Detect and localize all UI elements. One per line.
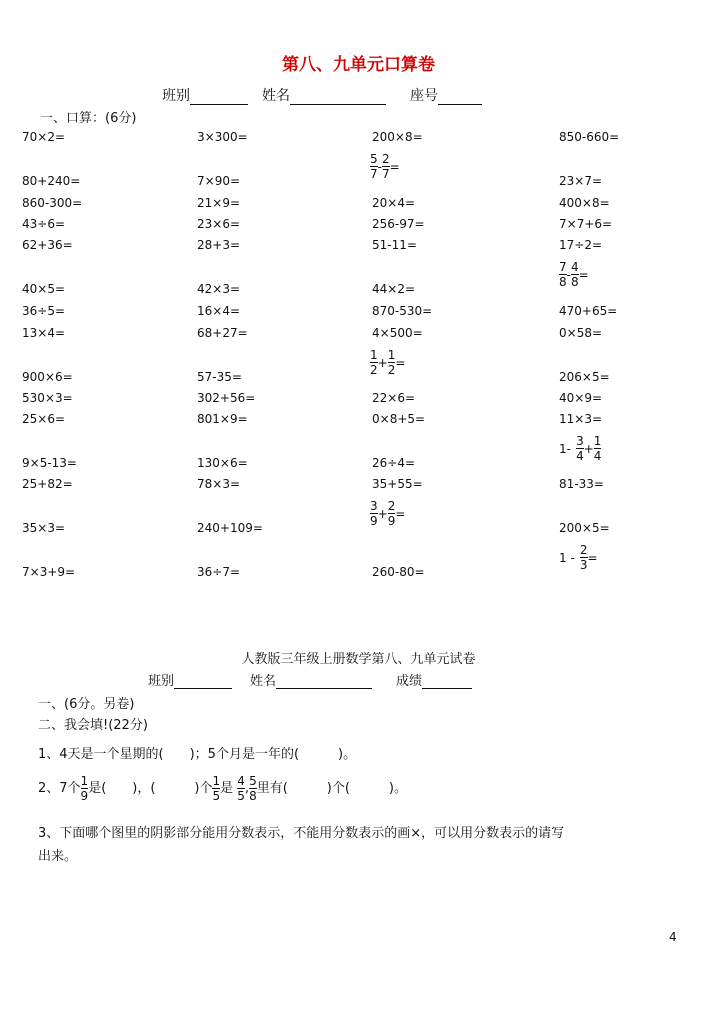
calc-item: 870-530=: [372, 304, 433, 318]
calc-item: 200×8=: [372, 130, 423, 144]
calc-item: 68+27=: [197, 326, 248, 340]
fraction: $\frac{1}{2}$: [387, 348, 396, 377]
section-oral-calc-heading: 一、口算：(6分): [40, 111, 137, 126]
calc-item: 206×5=: [559, 370, 610, 384]
exam-class-blank[interactable]: [174, 674, 232, 689]
calc-item: 78×3=: [197, 477, 241, 491]
calc-item: 4×500=: [372, 326, 423, 340]
calc-item: 13×4=: [22, 326, 66, 340]
calc-item: 11×3=: [559, 412, 603, 426]
calc-item: 81-33=: [559, 477, 604, 491]
fraction-expression: $\frac{7}{8}$ - $\frac{4}{8}$ =: [559, 260, 589, 289]
fraction-expression: $\frac{5}{7}$ - $\frac{2}{7}$ =: [370, 152, 400, 181]
fraction: $\frac{7}{8}$: [559, 260, 567, 289]
calc-item: 25+82=: [22, 477, 73, 491]
calc-item: 42×3=: [197, 282, 241, 296]
calc-item: 35×3=: [22, 521, 66, 535]
class-blank[interactable]: [190, 90, 248, 105]
calc-item: 7×90=: [197, 174, 241, 188]
calc-item: 801×9=: [197, 412, 248, 426]
calc-item: 35+55=: [372, 477, 423, 491]
calc-item: 62+36=: [22, 238, 73, 252]
fraction: $\frac{1}{4}$: [593, 434, 602, 463]
exam-part1-heading: 一、(6分。另卷): [38, 697, 135, 712]
fraction-expression: 1- $\frac{3}{4}$ + $\frac{1}{4}$: [559, 434, 602, 463]
fraction: $\frac{1}{2}$: [370, 348, 378, 377]
calc-item: 80+240=: [22, 174, 81, 188]
fraction: $\frac{5}{7}$: [370, 152, 378, 181]
name-blank[interactable]: [290, 90, 386, 105]
fraction-expression: $\frac{3}{9}$ + $\frac{2}{9}$ =: [370, 499, 406, 528]
calc-item: 7×7+6=: [559, 217, 613, 231]
exam-part2-heading: 二、我会填!(22分): [38, 718, 148, 733]
calc-item: 530×3=: [22, 391, 73, 405]
calc-item: 23×7=: [559, 174, 603, 188]
calc-item: 302+56=: [197, 391, 256, 405]
calc-item: 36÷5=: [22, 304, 66, 318]
seat-label: 座号: [410, 88, 438, 104]
calc-item: 9×5-13=: [22, 456, 77, 470]
question-3-line-1: 3、下面哪个图里的阴影部分能用分数表示，不能用分数表示的画×，可以用分数表示的请写: [38, 826, 565, 841]
question-3-line-2: 出来。: [38, 849, 78, 864]
calc-item: 40×9=: [559, 391, 603, 405]
fraction-expression: 1 - $\frac{2}{3}$ =: [559, 543, 598, 572]
exam-name-field: 姓名: [250, 670, 372, 689]
fraction: $\frac{3}{4}$: [576, 434, 584, 463]
fraction: $\frac{4}{5}$: [237, 774, 245, 803]
calc-item: 0×8+5=: [372, 412, 426, 426]
calc-item: 51-11=: [372, 238, 417, 252]
calc-item: 860-300=: [22, 196, 83, 210]
class-field: [162, 85, 248, 105]
exam-title: 人教版三年级上册数学第八、九单元试卷: [241, 652, 476, 667]
fraction: $\frac{3}{9}$: [370, 499, 378, 528]
calc-item: 16×4=: [197, 304, 241, 318]
fraction-expression: $\frac{1}{2}$ + $\frac{1}{2}$ =: [370, 348, 406, 377]
seat-blank[interactable]: [438, 90, 482, 105]
calc-item: 43÷6=: [22, 217, 66, 231]
seat-field: [410, 85, 482, 105]
name-field: [262, 85, 386, 105]
fraction: $\frac{1}{9}$: [80, 774, 89, 803]
calc-item: 70×2=: [22, 130, 66, 144]
calc-item: 28+3=: [197, 238, 241, 252]
calc-item: 3×300=: [197, 130, 248, 144]
exam-name-blank[interactable]: [276, 674, 372, 689]
calc-item: 26÷4=: [372, 456, 416, 470]
calc-item: 40×5=: [22, 282, 66, 296]
calc-item: 22×6=: [372, 391, 416, 405]
calc-item: 20×4=: [372, 196, 416, 210]
calc-item: 25×6=: [22, 412, 66, 426]
exam-class-field: 班别: [148, 670, 232, 689]
exam-score-blank[interactable]: [422, 674, 472, 689]
fraction: $\frac{2}{7}$: [381, 152, 390, 181]
calc-item: 470+65=: [559, 304, 618, 318]
page-title: 第八、九单元口算卷: [282, 55, 435, 75]
fraction: $\frac{4}{8}$: [570, 260, 579, 289]
calc-item: 36÷7=: [197, 565, 241, 579]
calc-item: 57-35=: [197, 370, 242, 384]
calc-item: 850-660=: [559, 130, 620, 144]
calc-item: 0×58=: [559, 326, 603, 340]
calc-item: 240+109=: [197, 521, 263, 535]
calc-item: 130×6=: [197, 456, 248, 470]
calc-item: 44×2=: [372, 282, 416, 296]
calc-item: 400×8=: [559, 196, 610, 210]
calc-item: 256-97=: [372, 217, 425, 231]
question-1: 1、4天是一个星期的( )；5个月是一年的( )。: [38, 747, 357, 762]
calc-item: 260-80=: [372, 565, 425, 579]
name-label: 姓名: [262, 88, 290, 104]
page-number: 4: [669, 930, 677, 944]
fraction: $\frac{2}{3}$: [579, 543, 588, 572]
calc-item: 200×5=: [559, 521, 610, 535]
calc-item: 7×3+9=: [22, 565, 76, 579]
calc-item: 21×9=: [197, 196, 241, 210]
calc-item: 23×6=: [197, 217, 241, 231]
exam-score-field: 成绩: [396, 670, 472, 689]
calc-item: 900×6=: [22, 370, 73, 384]
fraction: $\frac{1}{5}$: [212, 774, 221, 803]
class-label: 班别: [162, 88, 190, 104]
fraction: $\frac{5}{8}$: [249, 774, 257, 803]
question-2: 2、7个 $\frac{1}{9}$ 是( )，( )个 $\frac{1}{5}$ 是 $\frac{4}{5}$ , $\frac{5}{8}$ 里有( )个( )。: [38, 774, 407, 803]
fraction: $\frac{2}{9}$: [387, 499, 396, 528]
calc-item: 17÷2=: [559, 238, 603, 252]
